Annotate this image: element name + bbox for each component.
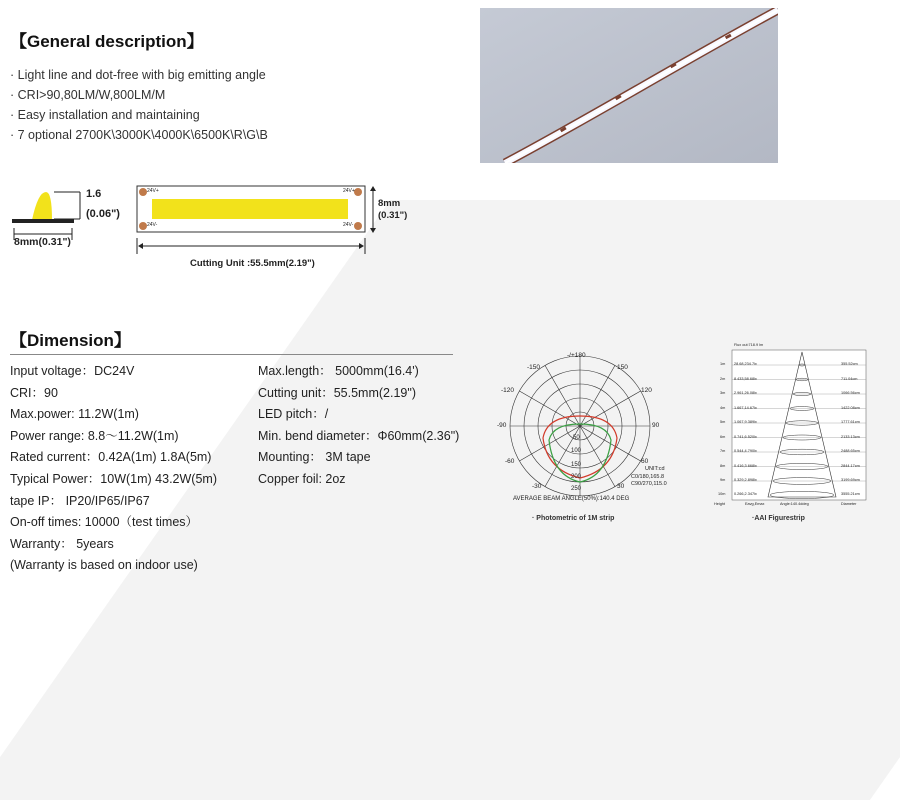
feature-item: · Easy installation and maintaining <box>10 108 200 122</box>
aai-diam-3: 1066.56cm <box>841 391 860 395</box>
polar-angle-90: 90 <box>652 422 660 429</box>
cutting-unit-label: Cutting Unit :55.5mm(2.19") <box>190 258 315 269</box>
aai-emax-7: 0.544,4.790lx <box>734 449 757 453</box>
aai-height-3: 3m <box>720 391 726 395</box>
profile-height-inch: (0.06") <box>86 208 120 220</box>
spec-list-left <box>10 361 217 577</box>
polar-angle-neg60: -60 <box>505 458 515 465</box>
aai-diam-6: 2133.13cm <box>841 434 860 439</box>
spec-typical-power: Typical Power：10W(1m) 43.2W(5m) <box>10 471 217 486</box>
aai-emax-2: 8.433,58.68lx <box>734 376 757 381</box>
section-divider <box>10 354 453 355</box>
aai-col-emax: Eavg,Emax <box>745 502 765 506</box>
polar-angle-60: 60 <box>641 458 649 465</box>
profile-width-label: 8mm(0.31") <box>14 236 71 248</box>
polar-angle-neg90: -90 <box>497 422 507 429</box>
spec-cri: CRI：90 <box>10 385 58 400</box>
aai-figure <box>714 342 868 512</box>
general-description-title: 【General description】 <box>10 32 204 51</box>
photometric-polar-chart <box>495 350 675 510</box>
feature-item: · Light line and dot-free with big emitting angle <box>10 68 266 82</box>
aai-diam-2: 711.04cm <box>841 376 858 381</box>
aai-emax-3: 2.961,26.08lx <box>734 391 757 395</box>
polar-beam-angle: AVERAGE BEAM ANGLE(50%):140.4 DEG <box>513 496 630 502</box>
aai-header: Flux out:718.9 lm <box>734 343 764 347</box>
aai-diam-4: 1422.08cm <box>841 405 860 410</box>
polar-radial-150: 150 <box>571 462 582 468</box>
polar-radial-200: 200 <box>571 474 582 480</box>
aai-height-8: 8m <box>720 463 726 468</box>
aai-diam-9: 3199.69cm <box>841 478 860 482</box>
aai-col-diameter: Diameter <box>841 502 857 506</box>
aai-emax-9: 0.329,2.898lx <box>734 478 757 482</box>
aai-height-1: 1m <box>720 362 726 366</box>
aai-diam-7: 2488.65cm <box>841 449 860 453</box>
polar-radial-50: 50 <box>573 435 580 441</box>
polar-legend-c90: C90/270,115.0 <box>631 481 667 487</box>
profile-height-label: 1.6 <box>86 188 102 200</box>
aai-caption: ·AAI Figurestrip <box>752 515 805 522</box>
aai-emax-6: 0.741,6.520lx <box>734 434 757 439</box>
polar-angle-150: 150 <box>617 364 628 371</box>
spec-power-range: Power range: 8.8～11.2W(1m) <box>10 428 179 443</box>
polar-angle-neg150: -150 <box>527 364 541 371</box>
spec-max-power: Max.power: 11.2W(1m) <box>10 407 139 422</box>
aai-col-angle: Angle:140.4ddeg <box>780 502 809 506</box>
spec-on-off-times: On-off times: 10000（test times） <box>10 515 199 530</box>
aai-emax-1: 28.68,234.7lx <box>734 362 757 366</box>
aai-height-7: 7m <box>720 449 726 453</box>
aai-emax-10: 0.266,2.347lx <box>734 492 757 496</box>
polar-unit: UNIT:cd <box>645 466 665 472</box>
spec-max-length: Max.length： 5000mm(16.4') <box>258 364 419 378</box>
strip-width-dimension <box>368 185 378 235</box>
feature-item: · CRI>90,80LM/W,800LM/M <box>10 88 166 102</box>
strip-voltage-top-right: 24V+ <box>343 188 355 194</box>
aai-emax-8: 0.416,3.668lx <box>734 463 757 468</box>
strip-width-label: 8mm <box>378 198 401 209</box>
aai-diam-10: 3555.21cm <box>841 492 860 496</box>
polar-angle-30: 30 <box>617 483 625 490</box>
aai-diam-1: 355.52cm <box>841 362 858 366</box>
aai-height-6: 6m <box>720 434 726 439</box>
polar-radial-100: 100 <box>571 448 582 454</box>
product-photo <box>480 8 778 163</box>
polar-angle-120: 120 <box>641 387 652 394</box>
spec-min-bend: Min. bend diameter：Φ60mm(2.36") <box>258 428 460 443</box>
strip-diagram <box>136 185 368 233</box>
spec-warranty-note: (Warranty is based on indoor use) <box>10 558 198 573</box>
aai-height-2: 2m <box>720 376 726 381</box>
aai-diam-8: 2844.17cm <box>841 463 860 468</box>
feature-item: · 7 optional 2700K\3000K\4000K\6500K\R\G\B <box>10 128 268 142</box>
polar-angle-neg30: -30 <box>532 483 542 490</box>
spec-led-pitch: LED pitch：/ <box>258 407 329 422</box>
polar-legend-c0: C0/180,165.8 <box>631 474 665 480</box>
spec-input-voltage: Input voltage：DC24V <box>10 364 135 378</box>
spec-tape-ip: tape IP： IP20/IP65/IP67 <box>10 493 150 508</box>
aai-diam-5: 1777.61cm <box>841 420 860 424</box>
polar-radial-250: 250 <box>571 486 582 492</box>
cutting-unit-dimension <box>136 238 368 256</box>
aai-height-9: 9m <box>720 478 726 482</box>
strip-voltage-bottom-right: 24V- <box>343 222 354 228</box>
aai-col-height: Height <box>714 502 725 506</box>
aai-height-10: 10m <box>718 492 726 496</box>
dimension-title: 【Dimension】 <box>10 331 131 350</box>
aai-emax-4: 1.667,14.67lx <box>734 405 757 410</box>
aai-height-4: 4m <box>720 405 726 410</box>
spec-warranty: Warranty： 5years <box>10 536 114 551</box>
feature-list <box>10 65 268 145</box>
polar-angle-180: -/+180 <box>567 352 586 359</box>
spec-cutting-unit: Cutting unit：55.5mm(2.19") <box>258 385 416 400</box>
aai-emax-5: 1.067,9.389lx <box>734 420 757 424</box>
polar-angle-neg120: -120 <box>501 387 515 394</box>
strip-voltage-top-left: 24V+ <box>147 188 159 194</box>
strip-voltage-bottom-left: 24V- <box>147 222 158 228</box>
spec-mounting: Mounting： 3M tape <box>258 450 371 465</box>
spec-rated-current: Rated current：0.42A(1m) 1.8A(5m) <box>10 450 212 465</box>
aai-height-5: 5m <box>720 420 726 424</box>
spec-copper-foil: Copper foil: 2oz <box>258 471 346 486</box>
spec-list-right <box>258 361 459 491</box>
photometric-caption: · Photometric of 1M strip <box>532 515 615 522</box>
strip-width-inch: (0.31") <box>378 210 408 221</box>
